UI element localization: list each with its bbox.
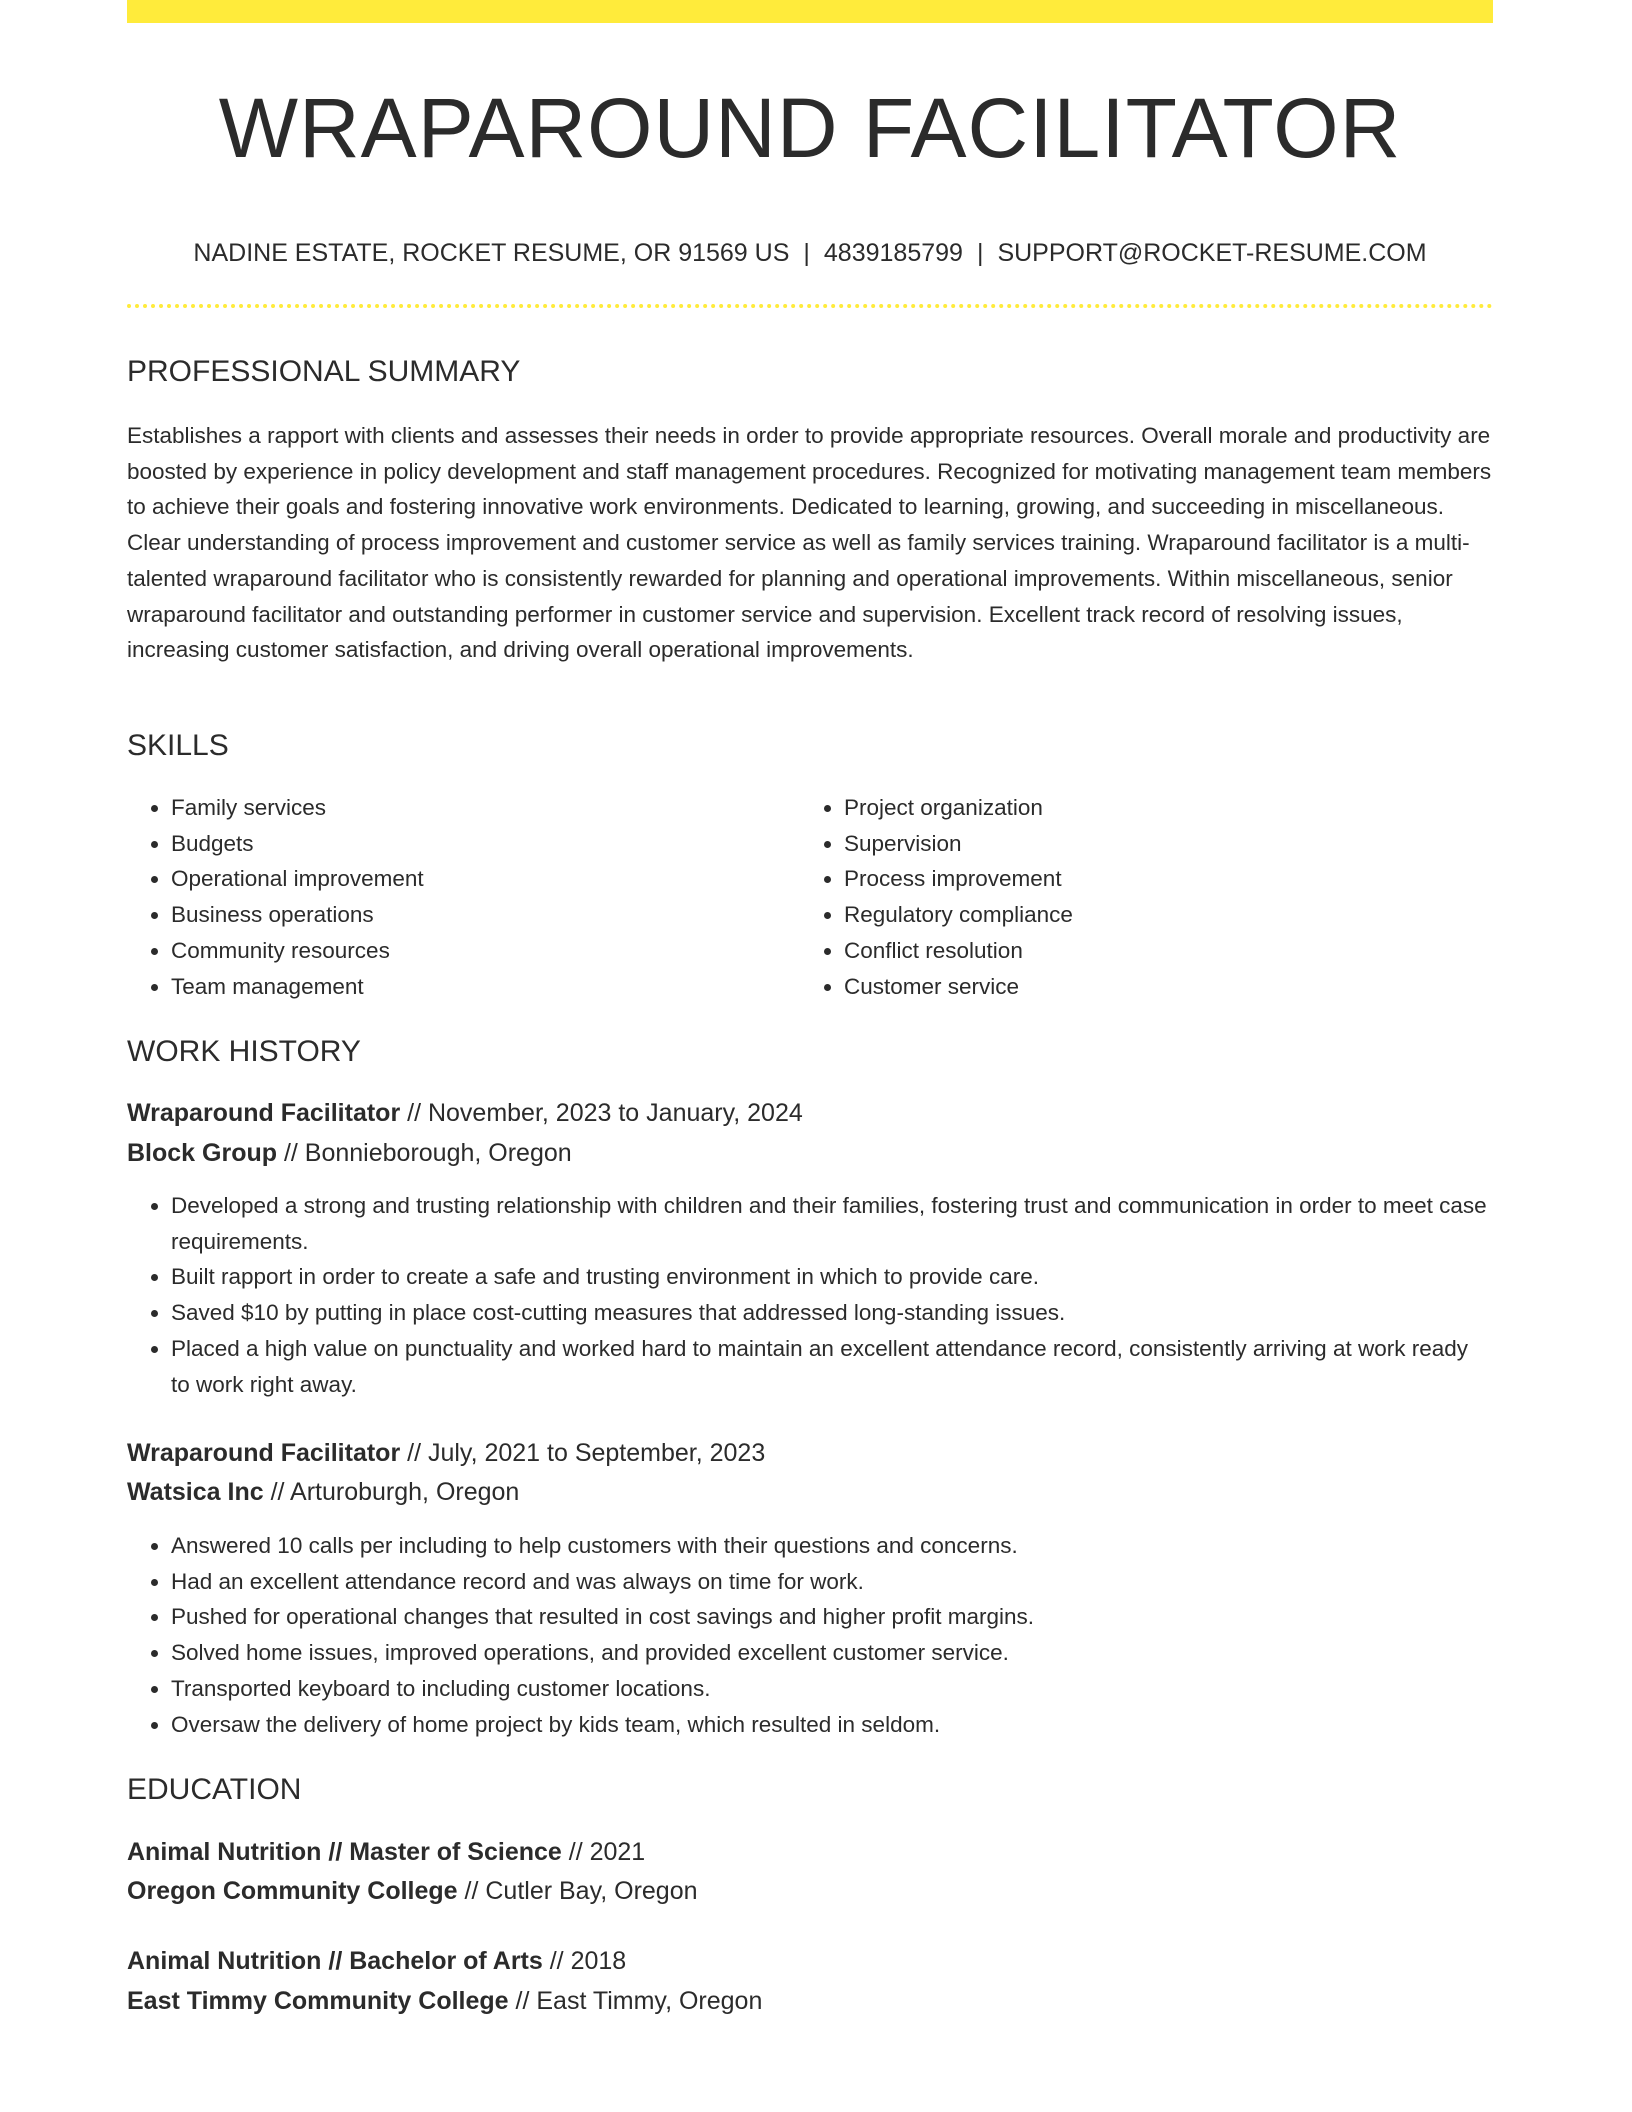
education-location: // East Timmy, Oregon <box>508 1987 763 2015</box>
work-history-heading: WORK HISTORY <box>127 1035 361 1068</box>
job-title: Wraparound Facilitator <box>127 1099 401 1127</box>
job-dates: // November, 2023 to January, 2024 <box>400 1099 803 1127</box>
summary-heading: PROFESSIONAL SUMMARY <box>127 355 521 388</box>
job-duty: • Had an excellent attendance record and was always on time for work. <box>171 1564 1493 1600</box>
job-title-line <box>127 1436 765 1470</box>
education-degree-line <box>127 1944 626 1978</box>
education-degree: Animal Nutrition // Bachelor of Arts <box>127 1947 543 1975</box>
job-duty: • Solved home issues, improved operations, and provided excellent customer service. <box>171 1635 1493 1671</box>
contact-phone: 4839185799 <box>823 239 963 267</box>
education-school: Oregon Community College <box>127 1877 458 1905</box>
skill-item: • Customer service <box>844 969 1073 1005</box>
skill-item: • Conflict resolution <box>844 933 1073 969</box>
summary-text: Establishes a rapport with clients and assesses their needs in order to provide appropriate resources. Overall morale and productivity are boosted by experience in policy development and staff management procedures. Recognized for motivating management team members to achieve their goals and fostering innovative work environments. Dedicated to learning, growing, and succeeding in miscellaneous. Clear understanding of process improvement and customer service as well as family services training. Wraparound facilitator is a multi-talented wraparound facilitator who is consistently rewarded for planning and operational improvements. Within miscellaneous, senior wraparound facilitator and outstanding performer in customer service and supervision. Excellent track record of resolving issues, increasing customer satisfaction, and driving overall operational improvements. <box>127 423 1492 663</box>
job-duty: • Placed a high value on punctuality and worked hard to maintain an excellent attendance record, consistently arriving at work ready to work right away. <box>171 1331 1493 1402</box>
contact-address: NADINE ESTATE, ROCKET RESUME, OR 91569 US <box>193 239 790 267</box>
job-duty: • Oversaw the delivery of home project by kids team, which resulted in seldom. <box>171 1707 1493 1743</box>
contact-separator: | <box>803 239 810 267</box>
job-title-line <box>127 1096 803 1130</box>
header-divider <box>127 304 1493 308</box>
job-location: // Bonnieborough, Oregon <box>277 1139 572 1167</box>
skills-heading: SKILLS <box>127 729 229 762</box>
skills-column-right <box>800 790 1073 1004</box>
contact-line <box>127 236 1493 270</box>
skill-item: • Process improvement <box>844 861 1073 897</box>
skill-item: • Supervision <box>844 826 1073 862</box>
job-title: Wraparound Facilitator <box>127 1439 401 1467</box>
candidate-name: WRAPAROUND FACILITATOR <box>218 81 1402 175</box>
education-year: // 2018 <box>542 1947 627 1975</box>
skill-item: • Operational improvement <box>171 861 424 897</box>
job-location: // Arturoburgh, Oregon <box>263 1478 520 1506</box>
skill-item: • Regulatory compliance <box>844 897 1073 933</box>
skills-column-left <box>127 790 424 1004</box>
job-duty: • Saved $10 by putting in place cost-cutting measures that addressed long-standing issues. <box>171 1295 1493 1331</box>
education-year: // 2021 <box>561 1838 646 1866</box>
education-heading: EDUCATION <box>127 1773 302 1806</box>
education-school-line <box>127 1984 762 2018</box>
education-degree-line <box>127 1835 645 1869</box>
job-duty: • Answered 10 calls per including to help customers with their questions and concerns. <box>171 1528 1493 1564</box>
skill-item: • Community resources <box>171 933 424 969</box>
job-duties-list <box>127 1188 1493 1402</box>
accent-bar <box>127 0 1493 23</box>
job-duty: • Developed a strong and trusting relationship with children and their families, fostering trust and communication in order to meet case requirements. <box>171 1188 1493 1259</box>
skill-item: • Business operations <box>171 897 424 933</box>
education-school: East Timmy Community College <box>127 1987 509 2015</box>
contact-separator: | <box>976 239 984 267</box>
job-duty: • Built rapport in order to create a safe and trusting environment in which to provide care. <box>171 1259 1493 1295</box>
skill-item: • Project organization <box>844 790 1073 826</box>
education-school-line <box>127 1874 698 1908</box>
job-employer-line <box>127 1136 572 1170</box>
job-dates: // July, 2021 to September, 2023 <box>400 1439 766 1467</box>
skill-item: • Family services <box>171 790 424 826</box>
skill-item: • Team management <box>171 969 424 1005</box>
education-degree: Animal Nutrition // Master of Science <box>127 1838 562 1866</box>
job-employer-line <box>127 1475 519 1509</box>
education-location: // Cutler Bay, Oregon <box>457 1877 698 1905</box>
job-company: Block Group <box>127 1139 278 1167</box>
job-duty: • Pushed for operational changes that resulted in cost savings and higher profit margins. <box>171 1599 1493 1635</box>
contact-email: SUPPORT@ROCKET-RESUME.COM <box>997 239 1427 267</box>
job-duty: • Transported keyboard to including customer locations. <box>171 1671 1493 1707</box>
job-company: Watsica Inc <box>127 1478 264 1506</box>
skill-item: • Budgets <box>171 826 424 862</box>
job-duties-list <box>127 1528 1493 1742</box>
